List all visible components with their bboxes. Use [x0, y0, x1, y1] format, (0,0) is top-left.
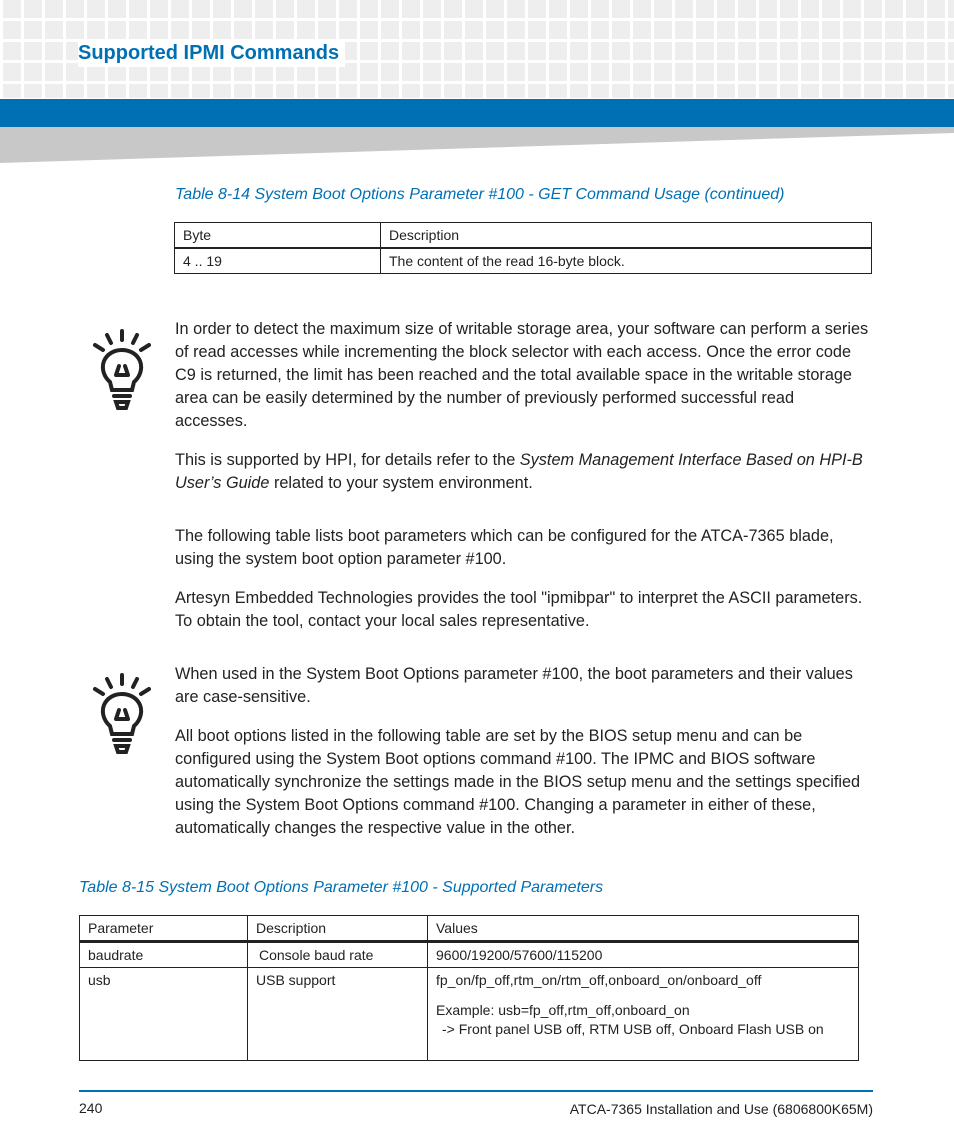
- text-span: related to your system environment.: [269, 474, 533, 492]
- note-paragraph: In order to detect the maximum size of writable storage area, your software can perform a series of read accesses while incrementing the block selector with each access. Once the error code C9 is returned, the limit has been reached and the total available space in the writable storage area can be easily determined by the number of previously performed successful read accesses.: [175, 320, 869, 430]
- table-cell: baudrate: [80, 942, 248, 968]
- table-8-14-caption: Table 8-14 System Boot Options Parameter #100 - GET Command Usage (continued): [175, 186, 785, 203]
- table-cell: The content of the read 16-byte block.: [381, 248, 872, 274]
- table-cell: [428, 968, 859, 1061]
- table-cell: 9600/19200/57600/115200: [428, 942, 859, 968]
- body-paragraph: The following table lists boot parameters which can be configured for the ATCA-7365 blade, using the system boot option parameter #100.: [175, 527, 834, 568]
- example-result-text: -> Front panel USB off, RTM USB off, Onboard Flash USB on: [442, 1021, 824, 1037]
- document-title: ATCA-7365 Installation and Use (6806800K65M): [569, 1101, 873, 1117]
- lightbulb-icon: [90, 672, 154, 754]
- table-header-row: [175, 223, 872, 249]
- column-header: Parameter: [80, 916, 248, 942]
- header-grey-wedge: [0, 127, 954, 163]
- table-row: [80, 942, 859, 968]
- table-8-14: [174, 222, 872, 274]
- table-row: [175, 248, 872, 274]
- example-text: Example: usb=fp_off,rtm_off,onboard_on: [436, 1002, 690, 1018]
- table-cell: Console baud rate: [248, 942, 428, 968]
- table-8-15: [79, 915, 859, 1061]
- text-span: This is supported by HPI, for details refer to the: [175, 451, 520, 469]
- column-header: Description: [248, 916, 428, 942]
- table-cell: 4 .. 19: [175, 248, 381, 274]
- lightbulb-icon: [90, 328, 154, 410]
- table-8-15-caption: Table 8-15 System Boot Options Parameter #100 - Supported Parameters: [79, 879, 604, 896]
- column-header: Description: [381, 223, 872, 249]
- column-header: Byte: [175, 223, 381, 249]
- column-header: Values: [428, 916, 859, 942]
- table-cell: USB support: [248, 968, 428, 1061]
- page-section-title: Supported IPMI Commands: [78, 40, 345, 67]
- table-cell: usb: [80, 968, 248, 1061]
- note-paragraph: When used in the System Boot Options parameter #100, the boot parameters and their values are case-sensitive.: [175, 665, 853, 706]
- body-paragraph: Artesyn Embedded Technologies provides the tool "ipmibpar" to interpret the ASCII parameters. To obtain the tool, contact your local sales representative.: [175, 589, 863, 630]
- header-blue-bar: [0, 99, 954, 127]
- document-reference: System Management Interface Based on HPI-B User’s Guide: [175, 451, 863, 492]
- values-text: fp_on/fp_off,rtm_on/rtm_off,onboard_on/onboard_off: [436, 972, 762, 988]
- footer-divider: [79, 1090, 873, 1092]
- table-row: [80, 968, 859, 1061]
- note-paragraph-reference: [175, 449, 870, 495]
- table-header-row: [80, 916, 859, 942]
- page-number: 240: [79, 1100, 103, 1116]
- note-paragraph: All boot options listed in the following table are set by the BIOS setup menu and can be configured using the System Boot options command #100. The IPMC and BIOS software automatically synchronize the settings made in the BIOS setup menu and the settings specified using the System Boot Options command #100. Changing a parameter in either of these, automatically changes the respective value in the other.: [175, 727, 861, 837]
